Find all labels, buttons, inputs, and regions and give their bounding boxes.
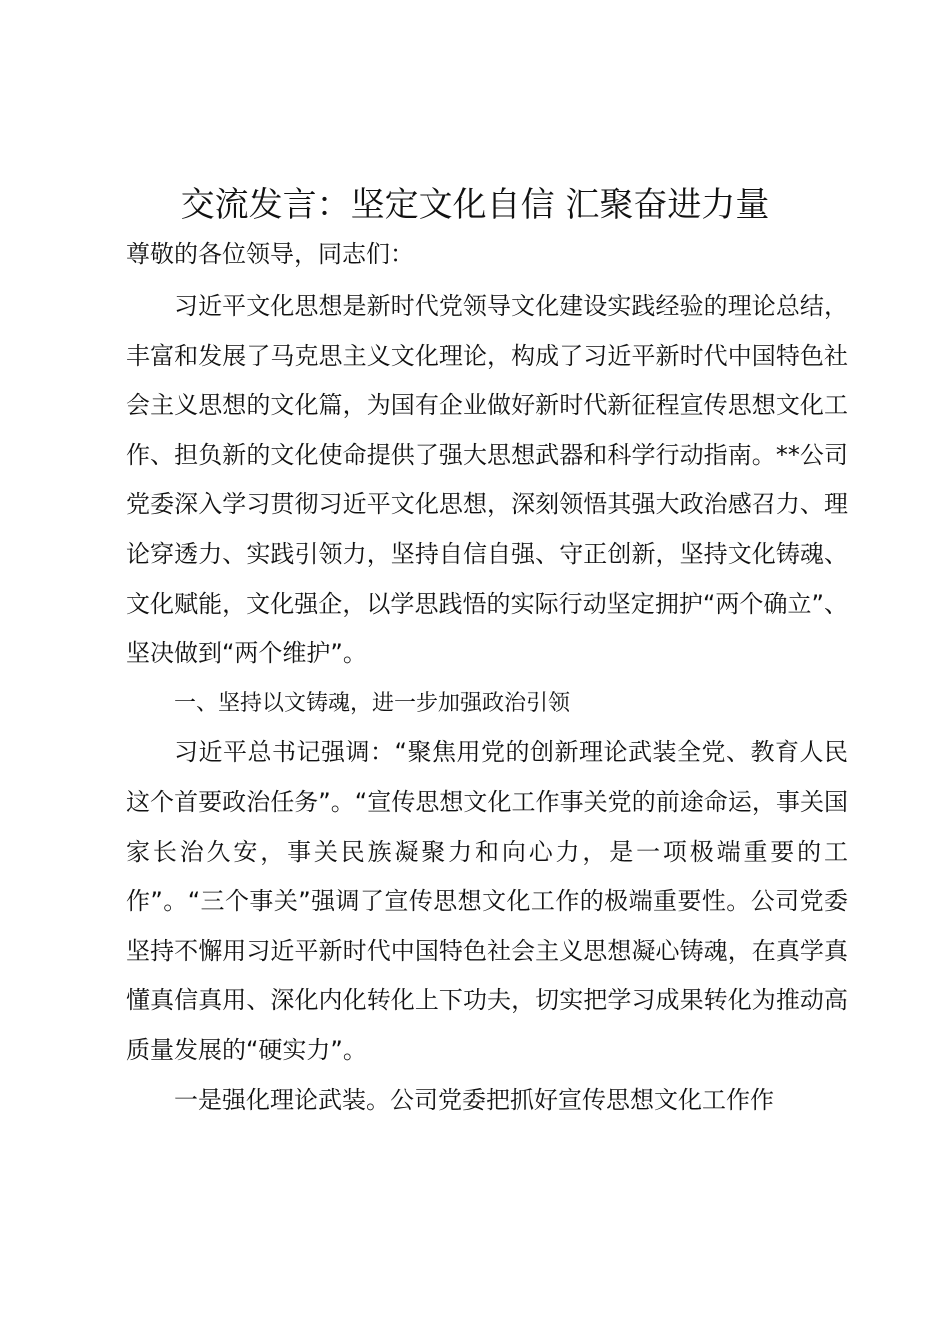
- paragraph-section-1: 习近平总书记强调：“聚焦用党的创新理论武装全党、教育人民这个首要政治任务”。“宣传思想文化工作事关党的前途命运，事关国家长治久安，事关民族凝聚力和向心力，是一项极端重要的工作”。“三个事关”强调了宣传思想文化工作的极端重要性。公司党委坚持不懈用习近平新时代中国特色社会主义思想凝心铸魂，在真学真懂真信真用、深化内化转化上下功夫，切实把学习成果转化为推动高质量发展的“硬实力”。: [126, 738, 848, 1064]
- paragraph-point-1: 一是强化理论武装。公司党委把抓好宣传思想文化工作作: [174, 1085, 774, 1114]
- paragraph-intro: 习近平文化思想是新时代党领导文化建设实践经验的理论总结，丰富和发展了马克思主义文化理论，构成了习近平新时代中国特色社会主义思想的文化篇，为国有企业做好新时代新征程宣传思想文化工作、担负新的文化使命提供了强大思想武器和科学行动指南。**公司党委深入学习贯彻习近平文化思想，深刻领悟其强大政治感召力、理论穿透力、实践引领力，坚持自信自强、守正创新，坚持文化铸魂、文化赋能，文化强企，以学思践悟的实际行动坚定拥护“两个确立”、坚决做到“两个维护”。: [126, 292, 848, 668]
- salutation: 尊敬的各位领导，同志们：: [126, 240, 414, 268]
- section-heading-1: 一、坚持以文铸魂，进一步加强政治引领: [174, 690, 571, 716]
- document-body: [126, 282, 848, 1125]
- document-title: 交流发言：坚定文化自信 汇聚奋进力量: [180, 185, 770, 225]
